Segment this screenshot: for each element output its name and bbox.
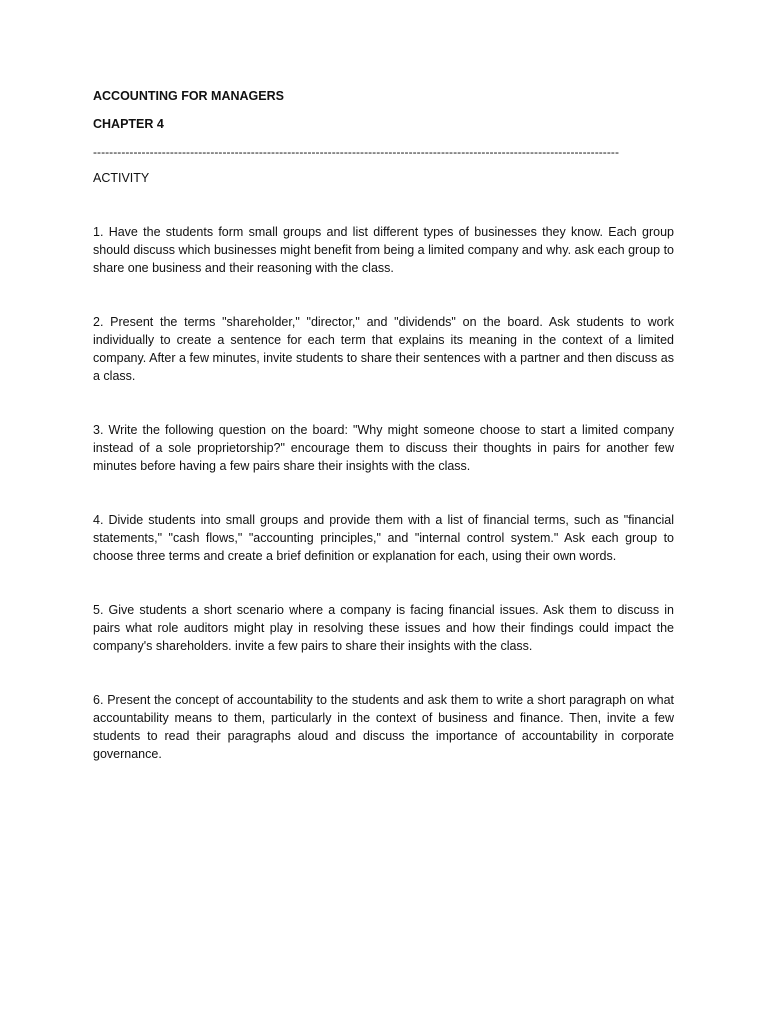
activity-item-1: 1. Have the students form small groups and list different types of businesses they know. Each group should discuss which businesses might benefit from being a limited company and why. ask each group to share one business and their reasoning with the class. <box>93 225 674 275</box>
activity-item-5: 5. Give students a short scenario where a company is facing financial issues. Ask them to discuss in pairs what role auditors might play in resolving these issues and how their findings could impact the company's shareholders. invite a few pairs to share their insights with the class. <box>93 603 674 653</box>
activity-item-2: 2. Present the terms "shareholder," "director," and "dividends" on the board. Ask students to work individually to create a sentence for each term that explains its meaning in the context of a limited company. After a few minutes, invite students to share their sentences with a partner and then discuss as a class. <box>93 315 674 383</box>
activity-item-3: 3. Write the following question on the board: "Why might someone choose to start a limited company instead of a sole proprietorship?" encourage them to discuss their thoughts in pairs for another few minutes before having a few pairs share their insights with the class. <box>93 423 674 473</box>
course-title: ACCOUNTING FOR MANAGERS <box>93 89 284 103</box>
activity-item-4: 4. Divide students into small groups and provide them with a list of financial terms, such as "financial statements," "cash flows," "accounting principles," and "internal control system." Ask each group to choose three terms and create a brief definition or explanation for each, using their own words. <box>93 513 674 563</box>
activity-list <box>93 223 674 763</box>
dashed-divider: ---------------------------------------------------------------------------------------------------------------------------------- <box>93 145 619 159</box>
activity-item-6: 6. Present the concept of accountability to the students and ask them to write a short paragraph on what accountability means to them, particularly in the context of business and finance. Then, invite a few students to read their paragraphs aloud and discuss the importance of accountability in corporate governance. <box>93 693 674 761</box>
document-page <box>93 87 674 799</box>
section-label: ACTIVITY <box>93 171 150 185</box>
chapter-heading: CHAPTER 4 <box>93 117 164 131</box>
